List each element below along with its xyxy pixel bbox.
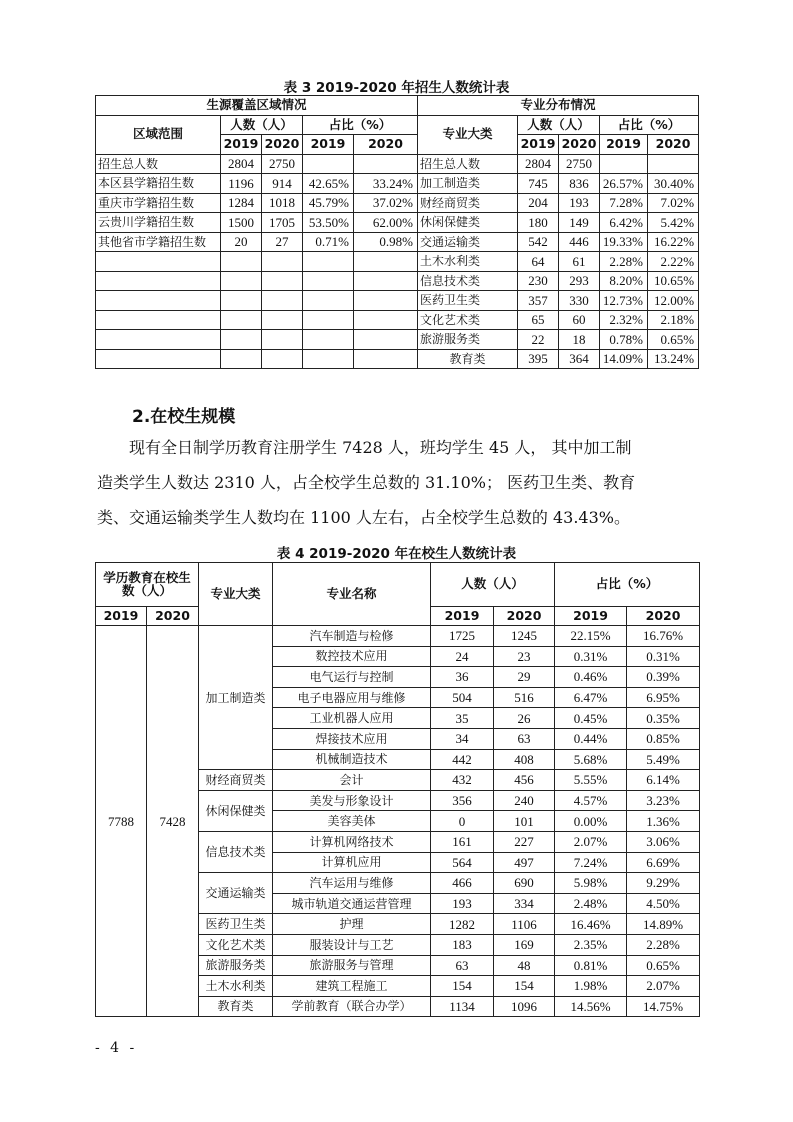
year-header: 2019 bbox=[221, 135, 262, 155]
major-name: 美容美体 bbox=[273, 811, 431, 832]
empty-cell bbox=[221, 271, 262, 291]
ratio-2020: 16.22% bbox=[648, 232, 699, 252]
major-category-name: 财经商贸类 bbox=[418, 193, 518, 213]
empty-cell bbox=[262, 291, 303, 311]
ratio-2019: 16.46% bbox=[555, 914, 627, 935]
ratio-2020: 1.36% bbox=[627, 811, 700, 832]
count-2019: 1284 bbox=[221, 193, 262, 213]
count-2019: 564 bbox=[431, 852, 494, 873]
major-name: 旅游服务与管理 bbox=[273, 955, 431, 976]
enrolled-total-2020: 7428 bbox=[147, 626, 199, 1017]
year-header: 2020 bbox=[559, 135, 600, 155]
category-name: 加工制造类 bbox=[199, 626, 273, 770]
count-2019: 20 bbox=[221, 232, 262, 252]
count-2020: 497 bbox=[494, 852, 555, 873]
major-name: 机械制造技术 bbox=[273, 749, 431, 770]
empty-cell bbox=[354, 271, 418, 291]
ratio-2020: 0.65% bbox=[648, 330, 699, 350]
year-header: 2020 bbox=[262, 135, 303, 155]
major-name: 美发与形象设计 bbox=[273, 790, 431, 811]
ratio-2020: 6.95% bbox=[627, 687, 700, 708]
count-2019: 180 bbox=[518, 213, 559, 233]
count-2019: 65 bbox=[518, 310, 559, 330]
table-row bbox=[96, 154, 699, 174]
ratio-2019: 14.09% bbox=[600, 349, 648, 369]
col-major-name: 专业名称 bbox=[273, 563, 431, 626]
count-2020: 240 bbox=[494, 790, 555, 811]
count-2020: 408 bbox=[494, 749, 555, 770]
col-ratio: 占比（%） bbox=[303, 115, 418, 135]
ratio-2020: 33.24% bbox=[354, 174, 418, 194]
empty-cell bbox=[262, 349, 303, 369]
category-name: 财经商贸类 bbox=[199, 770, 273, 791]
count-2019: 542 bbox=[518, 232, 559, 252]
table3-caption: 表 3 2019-2020 年招生人数统计表 bbox=[283, 80, 510, 96]
count-2019: 356 bbox=[431, 790, 494, 811]
ratio-2019: 19.33% bbox=[600, 232, 648, 252]
empty-cell bbox=[221, 330, 262, 350]
count-2020: 27 bbox=[262, 232, 303, 252]
count-2020: 1245 bbox=[494, 626, 555, 647]
count-2019: 1134 bbox=[431, 996, 494, 1017]
major-name: 学前教育（联合办学） bbox=[273, 996, 431, 1017]
ratio-2020: 0.35% bbox=[627, 708, 700, 729]
table-row bbox=[96, 291, 699, 311]
empty-cell bbox=[303, 291, 354, 311]
count-2020: 1018 bbox=[262, 193, 303, 213]
count-2019: 161 bbox=[431, 831, 494, 852]
count-2019: 36 bbox=[431, 667, 494, 688]
col-enrolled-line2: 数（人） bbox=[122, 582, 173, 598]
major-name: 会计 bbox=[273, 770, 431, 791]
count-2019: 2804 bbox=[518, 154, 559, 174]
count-2019: 204 bbox=[518, 193, 559, 213]
table-row bbox=[96, 271, 699, 291]
major-name: 建筑工程施工 bbox=[273, 976, 431, 997]
count-2019: 1725 bbox=[431, 626, 494, 647]
count-2019: 357 bbox=[518, 291, 559, 311]
count-2020: 516 bbox=[494, 687, 555, 708]
major-category-name: 加工制造类 bbox=[418, 174, 518, 194]
category-name: 土木水利类 bbox=[199, 976, 273, 997]
ratio-2019: 0.31% bbox=[555, 646, 627, 667]
ratio-2020: 2.07% bbox=[627, 976, 700, 997]
empty-cell bbox=[303, 330, 354, 350]
table-row bbox=[96, 232, 699, 252]
year-header: 2019 bbox=[303, 135, 354, 155]
table-row bbox=[96, 349, 699, 369]
ratio-2019: 42.65% bbox=[303, 174, 354, 194]
ratio-2020: 0.98% bbox=[354, 232, 418, 252]
ratio-2019 bbox=[600, 154, 648, 174]
count-2019: 24 bbox=[431, 646, 494, 667]
table3 bbox=[95, 95, 699, 369]
empty-cell bbox=[96, 271, 221, 291]
major-category-name: 旅游服务类 bbox=[418, 330, 518, 350]
ratio-2019: 22.15% bbox=[555, 626, 627, 647]
ratio-2019: 2.48% bbox=[555, 893, 627, 914]
category-name: 教育类 bbox=[199, 996, 273, 1017]
major-category-name: 文化艺术类 bbox=[418, 310, 518, 330]
empty-cell bbox=[96, 310, 221, 330]
empty-cell bbox=[262, 252, 303, 272]
ratio-2019: 5.68% bbox=[555, 749, 627, 770]
ratio-2019: 12.73% bbox=[600, 291, 648, 311]
empty-cell bbox=[221, 310, 262, 330]
ratio-2019: 2.07% bbox=[555, 831, 627, 852]
empty-cell bbox=[303, 252, 354, 272]
table-row bbox=[96, 174, 699, 194]
count-2020: 60 bbox=[559, 310, 600, 330]
empty-cell bbox=[354, 252, 418, 272]
ratio-2020: 13.24% bbox=[648, 349, 699, 369]
ratio-2019: 6.47% bbox=[555, 687, 627, 708]
major-group-header: 专业分布情况 bbox=[418, 96, 699, 116]
major-name: 护理 bbox=[273, 914, 431, 935]
table-row bbox=[96, 330, 699, 350]
ratio-2019: 14.56% bbox=[555, 996, 627, 1017]
ratio-2020: 0.85% bbox=[627, 728, 700, 749]
count-2020: 61 bbox=[559, 252, 600, 272]
count-2019: 193 bbox=[431, 893, 494, 914]
empty-cell bbox=[221, 349, 262, 369]
category-name: 休闲保健类 bbox=[199, 790, 273, 831]
major-category-name: 招生总人数 bbox=[418, 154, 518, 174]
ratio-2019 bbox=[303, 154, 354, 174]
empty-cell bbox=[96, 252, 221, 272]
count-2020: 101 bbox=[494, 811, 555, 832]
empty-cell bbox=[262, 310, 303, 330]
section-title: 2.在校生规模 bbox=[132, 407, 236, 427]
count-2020: 334 bbox=[494, 893, 555, 914]
count-2020: 1106 bbox=[494, 914, 555, 935]
page-number: - 4 - bbox=[95, 1040, 138, 1056]
col-region: 区域范围 bbox=[96, 115, 221, 154]
col-people: 人数（人） bbox=[221, 115, 303, 135]
empty-cell bbox=[354, 291, 418, 311]
ratio-2020 bbox=[648, 154, 699, 174]
ratio-2019: 5.55% bbox=[555, 770, 627, 791]
major-name: 数控技术应用 bbox=[273, 646, 431, 667]
ratio-2020: 4.50% bbox=[627, 893, 700, 914]
count-2020: 836 bbox=[559, 174, 600, 194]
count-2020: 1096 bbox=[494, 996, 555, 1017]
ratio-2019: 8.20% bbox=[600, 271, 648, 291]
empty-cell bbox=[96, 291, 221, 311]
empty-cell bbox=[96, 349, 221, 369]
empty-cell bbox=[303, 271, 354, 291]
count-2019: 1282 bbox=[431, 914, 494, 935]
paragraph-line: 造类学生人数达 2310 人，占全校学生总数的 31.10%； 医药卫生类、教育 bbox=[97, 473, 636, 492]
ratio-2019: 1.98% bbox=[555, 976, 627, 997]
ratio-2019: 7.28% bbox=[600, 193, 648, 213]
major-category-name: 教育类 bbox=[418, 349, 518, 369]
region-name: 云贵川学籍招生数 bbox=[96, 213, 221, 233]
ratio-2020: 14.89% bbox=[627, 914, 700, 935]
ratio-2020: 2.22% bbox=[648, 252, 699, 272]
count-2020: 2750 bbox=[559, 154, 600, 174]
col-ratio: 占比（%） bbox=[600, 115, 699, 135]
count-2020: 18 bbox=[559, 330, 600, 350]
ratio-2019: 26.57% bbox=[600, 174, 648, 194]
year-header: 2020 bbox=[147, 607, 199, 626]
major-name: 汽车制造与检修 bbox=[273, 626, 431, 647]
ratio-2020: 3.06% bbox=[627, 831, 700, 852]
ratio-2020: 37.02% bbox=[354, 193, 418, 213]
count-2019: 395 bbox=[518, 349, 559, 369]
col-people: 人数（人） bbox=[518, 115, 600, 135]
empty-cell bbox=[303, 349, 354, 369]
count-2020: 914 bbox=[262, 174, 303, 194]
region-name: 重庆市学籍招生数 bbox=[96, 193, 221, 213]
year-header: 2019 bbox=[555, 607, 627, 626]
paragraph-line: 现有全日制学历教育注册学生 7428 人，班均学生 45 人， 其中加工制 bbox=[129, 438, 632, 457]
major-name: 焊接技术应用 bbox=[273, 728, 431, 749]
ratio-2020: 2.28% bbox=[627, 934, 700, 955]
ratio-2020: 2.18% bbox=[648, 310, 699, 330]
count-2019: 230 bbox=[518, 271, 559, 291]
count-2020: 446 bbox=[559, 232, 600, 252]
ratio-2020: 9.29% bbox=[627, 873, 700, 894]
year-header: 2020 bbox=[627, 607, 700, 626]
count-2020: 227 bbox=[494, 831, 555, 852]
empty-cell bbox=[221, 291, 262, 311]
major-name: 工业机器人应用 bbox=[273, 708, 431, 729]
count-2020: 48 bbox=[494, 955, 555, 976]
col-enrolled bbox=[96, 563, 199, 607]
ratio-2019: 45.79% bbox=[303, 193, 354, 213]
ratio-2019: 0.81% bbox=[555, 955, 627, 976]
count-2020: 690 bbox=[494, 873, 555, 894]
table-row bbox=[96, 193, 699, 213]
count-2019: 22 bbox=[518, 330, 559, 350]
count-2019: 0 bbox=[431, 811, 494, 832]
count-2020: 293 bbox=[559, 271, 600, 291]
paragraph-line: 类、交通运输类学生人数均在 1100 人左右，占全校学生总数的 43.43%。 bbox=[97, 508, 630, 527]
ratio-2020: 5.49% bbox=[627, 749, 700, 770]
major-name: 计算机网络技术 bbox=[273, 831, 431, 852]
category-name: 医药卫生类 bbox=[199, 914, 273, 935]
ratio-2020: 5.42% bbox=[648, 213, 699, 233]
year-header: 2019 bbox=[600, 135, 648, 155]
ratio-2019: 0.78% bbox=[600, 330, 648, 350]
count-2020: 193 bbox=[559, 193, 600, 213]
year-header: 2020 bbox=[494, 607, 555, 626]
year-header: 2019 bbox=[518, 135, 559, 155]
count-2019: 34 bbox=[431, 728, 494, 749]
major-category-name: 信息技术类 bbox=[418, 271, 518, 291]
col-ratio: 占比（%） bbox=[555, 563, 700, 607]
table-row bbox=[96, 626, 700, 647]
count-2020: 2750 bbox=[262, 154, 303, 174]
major-name: 汽车运用与维修 bbox=[273, 873, 431, 894]
col-category: 专业大类 bbox=[199, 563, 273, 626]
year-header: 2020 bbox=[354, 135, 418, 155]
major-name: 城市轨道交通运营管理 bbox=[273, 893, 431, 914]
major-category-name: 休闲保健类 bbox=[418, 213, 518, 233]
ratio-2019: 2.28% bbox=[600, 252, 648, 272]
ratio-2019: 6.42% bbox=[600, 213, 648, 233]
count-2019: 745 bbox=[518, 174, 559, 194]
table-row bbox=[96, 252, 699, 272]
region-group-header: 生源覆盖区域情况 bbox=[96, 96, 418, 116]
empty-cell bbox=[262, 330, 303, 350]
ratio-2020: 14.75% bbox=[627, 996, 700, 1017]
category-name: 信息技术类 bbox=[199, 831, 273, 872]
ratio-2019: 5.98% bbox=[555, 873, 627, 894]
year-header: 2019 bbox=[431, 607, 494, 626]
ratio-2019: 2.32% bbox=[600, 310, 648, 330]
category-name: 交通运输类 bbox=[199, 873, 273, 914]
count-2020: 364 bbox=[559, 349, 600, 369]
ratio-2020: 10.65% bbox=[648, 271, 699, 291]
count-2019: 442 bbox=[431, 749, 494, 770]
ratio-2019: 0.45% bbox=[555, 708, 627, 729]
empty-cell bbox=[262, 271, 303, 291]
major-name: 电气运行与控制 bbox=[273, 667, 431, 688]
count-2019: 35 bbox=[431, 708, 494, 729]
empty-cell bbox=[354, 349, 418, 369]
major-name: 计算机应用 bbox=[273, 852, 431, 873]
empty-cell bbox=[303, 310, 354, 330]
ratio-2019: 0.71% bbox=[303, 232, 354, 252]
count-2020: 154 bbox=[494, 976, 555, 997]
empty-cell bbox=[221, 252, 262, 272]
count-2020: 29 bbox=[494, 667, 555, 688]
table4-caption: 表 4 2019-2020 年在校生人数统计表 bbox=[276, 546, 517, 562]
count-2019: 432 bbox=[431, 770, 494, 791]
count-2019: 2804 bbox=[221, 154, 262, 174]
count-2019: 183 bbox=[431, 934, 494, 955]
ratio-2019: 0.44% bbox=[555, 728, 627, 749]
count-2020: 1705 bbox=[262, 213, 303, 233]
ratio-2019: 53.50% bbox=[303, 213, 354, 233]
ratio-2020: 12.00% bbox=[648, 291, 699, 311]
empty-cell bbox=[96, 330, 221, 350]
count-2020: 23 bbox=[494, 646, 555, 667]
count-2019: 154 bbox=[431, 976, 494, 997]
ratio-2020: 6.69% bbox=[627, 852, 700, 873]
empty-cell bbox=[354, 330, 418, 350]
region-name: 其他省市学籍招生数 bbox=[96, 232, 221, 252]
ratio-2020: 6.14% bbox=[627, 770, 700, 791]
ratio-2020: 0.65% bbox=[627, 955, 700, 976]
major-category-name: 土木水利类 bbox=[418, 252, 518, 272]
ratio-2020: 30.40% bbox=[648, 174, 699, 194]
count-2019: 63 bbox=[431, 955, 494, 976]
year-header: 2020 bbox=[648, 135, 699, 155]
table4 bbox=[95, 562, 700, 1017]
ratio-2020: 62.00% bbox=[354, 213, 418, 233]
table-row bbox=[96, 213, 699, 233]
ratio-2020: 0.39% bbox=[627, 667, 700, 688]
table-row bbox=[96, 310, 699, 330]
count-2019: 504 bbox=[431, 687, 494, 708]
ratio-2019: 0.46% bbox=[555, 667, 627, 688]
count-2020: 456 bbox=[494, 770, 555, 791]
empty-cell bbox=[354, 310, 418, 330]
major-category-name: 交通运输类 bbox=[418, 232, 518, 252]
year-header: 2019 bbox=[96, 607, 147, 626]
major-name: 电子电器应用与维修 bbox=[273, 687, 431, 708]
col-major-category: 专业大类 bbox=[418, 115, 518, 154]
major-name: 服装设计与工艺 bbox=[273, 934, 431, 955]
count-2020: 149 bbox=[559, 213, 600, 233]
count-2020: 169 bbox=[494, 934, 555, 955]
count-2019: 466 bbox=[431, 873, 494, 894]
ratio-2019: 4.57% bbox=[555, 790, 627, 811]
ratio-2020: 0.31% bbox=[627, 646, 700, 667]
ratio-2020: 7.02% bbox=[648, 193, 699, 213]
category-name: 旅游服务类 bbox=[199, 955, 273, 976]
ratio-2019: 2.35% bbox=[555, 934, 627, 955]
region-name: 招生总人数 bbox=[96, 154, 221, 174]
region-name: 本区县学籍招生数 bbox=[96, 174, 221, 194]
ratio-2020: 16.76% bbox=[627, 626, 700, 647]
ratio-2019: 7.24% bbox=[555, 852, 627, 873]
count-2019: 1500 bbox=[221, 213, 262, 233]
ratio-2020: 3.23% bbox=[627, 790, 700, 811]
count-2019: 64 bbox=[518, 252, 559, 272]
count-2020: 330 bbox=[559, 291, 600, 311]
ratio-2020 bbox=[354, 154, 418, 174]
ratio-2019: 0.00% bbox=[555, 811, 627, 832]
col-people: 人数（人） bbox=[431, 563, 555, 607]
col-enrolled-line1: 学历教育在校生 bbox=[103, 570, 191, 585]
major-category-name: 医药卫生类 bbox=[418, 291, 518, 311]
count-2020: 63 bbox=[494, 728, 555, 749]
count-2019: 1196 bbox=[221, 174, 262, 194]
enrolled-total-2019: 7788 bbox=[96, 626, 147, 1017]
category-name: 文化艺术类 bbox=[199, 934, 273, 955]
count-2020: 26 bbox=[494, 708, 555, 729]
